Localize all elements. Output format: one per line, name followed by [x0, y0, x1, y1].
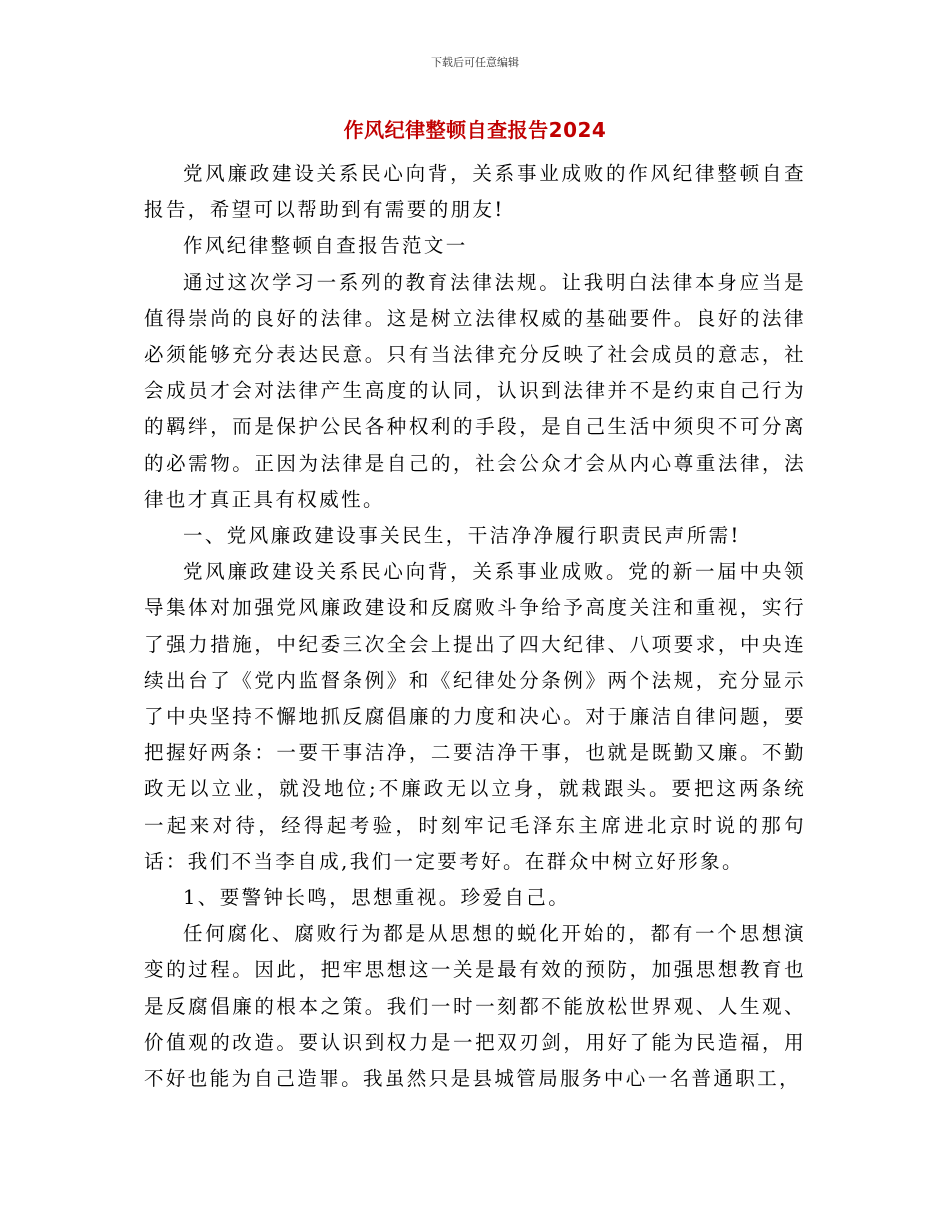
paragraph-subtitle: 作风纪律整顿自查报告范文一: [183, 234, 468, 258]
document-body: [144, 156, 806, 1097]
paragraph-intro: 党风廉政建设关系民心向背，关系事业成败的作风纪律整顿自查报告，希望可以帮助到有需要的朋友!: [144, 162, 806, 222]
header-note: 下载后可任意编辑: [431, 56, 519, 69]
document-title: 作风纪律整顿自查报告2024: [343, 118, 607, 142]
section-heading-1: 一、党风廉政建设事关民生，干洁净净履行职责民声所需!: [183, 524, 741, 548]
paragraph-party-conduct: 党风廉政建设关系民心向背，关系事业成败。党的新一届中央领导集体对加强党风廉政建设和反腐败斗争给予高度关注和重视，实行了强力措施，中纪委三次全会上提出了四大纪律、八项要求，中央连续出台了《党内监督条例》和《纪律处分条例》两个法规，充分显示了中央坚持不懈地抓反腐倡廉的力度和决心。对于廉洁自律问题，要把握好两条：一要干事洁净，二要洁净干事，也就是既勤又廉。不勤政无以立业，就没地位;不廉政无以立身，就栽跟头。要把这两条统一起来对待，经得起考验，时刻牢记毛泽东主席进北京时说的那句话：我们不当李自成,我们一定要考好。在群众中树立好形象。: [144, 560, 806, 873]
subheading-1: 1、要警钟长鸣，思想重视。珍爱自己。: [183, 886, 571, 910]
paragraph-law-study: 通过这次学习一系列的教育法律法规。让我明白法律本身应当是值得崇尚的良好的法律。这是树立法律权威的基础要件。良好的法律必须能够充分表达民意。只有当法律充分反映了社会成员的意志，社会成员才会对法律产生高度的认同，认识到法律并不是约束自己行为的羁绊，而是保护公民各种权利的手段，是自己生活中须臾不可分离的必需物。正因为法律是自己的，社会公众才会从内心尊重法律，法律也才真正具有权威性。: [144, 270, 806, 511]
paragraph-thought: 任何腐化、腐败行为都是从思想的蜕化开始的，都有一个思想演变的过程。因此，把牢思想这一关是最有效的预防，加强思想教育也是反腐倡廉的根本之策。我们一时一刻都不能放松世界观、人生观、价值观的改造。要认识到权力是一把双刃剑，用好了能为民造福，用不好也能为自己造罪。我虽然只是县城管局服务中心一名普通职工，: [144, 922, 806, 1091]
